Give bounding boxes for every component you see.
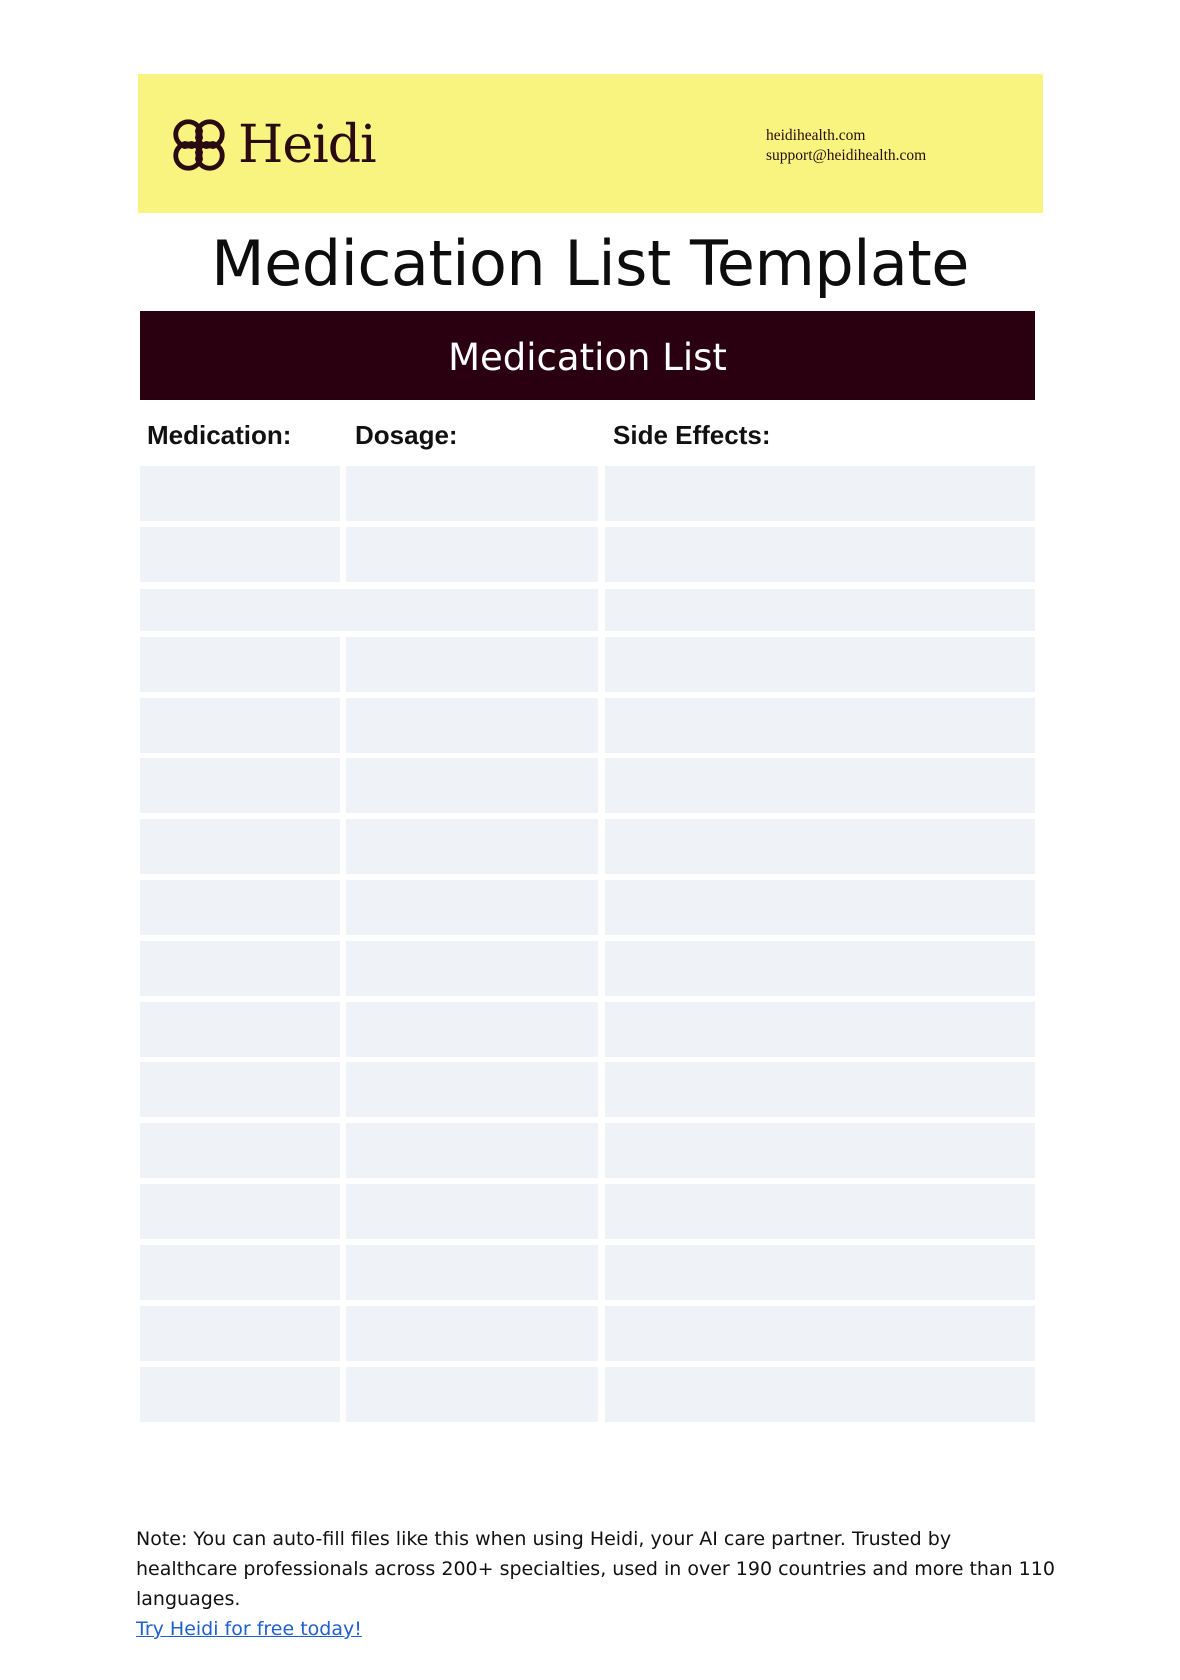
table-cell-dosage[interactable] <box>346 819 598 874</box>
table-cell-side-effects[interactable] <box>605 819 1035 874</box>
table-cell-medication[interactable] <box>140 1184 340 1239</box>
table-cell-side-effects[interactable] <box>605 1002 1035 1057</box>
table-cell-side-effects[interactable] <box>605 1123 1035 1178</box>
table-cell-dosage[interactable] <box>346 1184 598 1239</box>
column-header-side-effects: Side Effects: <box>613 420 771 450</box>
table-cell-side-effects[interactable] <box>605 880 1035 935</box>
table-cell-dosage[interactable] <box>346 466 598 521</box>
table-cell-side-effects[interactable] <box>605 466 1035 521</box>
footer-note <box>136 1524 1056 1644</box>
table-cell-dosage[interactable] <box>346 1062 598 1117</box>
heidi-logo-icon <box>168 114 230 176</box>
column-header-dosage: Dosage: <box>355 420 458 450</box>
table-cell-dosage[interactable] <box>346 527 598 582</box>
table-cell-side-effects[interactable] <box>605 527 1035 582</box>
table-cell-side-effects[interactable] <box>605 758 1035 813</box>
table-cell-medication[interactable] <box>140 819 340 874</box>
contact-info <box>766 126 926 166</box>
table-cell-dosage[interactable] <box>346 1367 598 1422</box>
table-cell-medication[interactable] <box>140 1123 340 1178</box>
table-cell-side-effects[interactable] <box>605 698 1035 753</box>
table-cell-side-effects[interactable] <box>605 1245 1035 1300</box>
note-text: Note: You can auto-fill files like this when using Heidi, your AI care partner. Trusted by healthcare professionals across 200+ specialties, used in over 190 countries and more than 110 languages. <box>136 1528 1055 1610</box>
table-cell-side-effects[interactable] <box>605 941 1035 996</box>
table-cell-dosage[interactable] <box>346 1306 598 1361</box>
column-header-medication: Medication: <box>147 420 292 450</box>
table-cell-medication[interactable] <box>140 1245 340 1300</box>
heidi-logo <box>168 114 376 176</box>
try-heidi-link[interactable]: Try Heidi for free today! <box>136 1618 362 1640</box>
table-cell-medication[interactable] <box>140 527 340 582</box>
table-cell-medication[interactable] <box>140 941 340 996</box>
table-cell-medication[interactable] <box>140 1062 340 1117</box>
table-cell-medication[interactable] <box>140 1002 340 1057</box>
table-cell-dosage[interactable] <box>346 698 598 753</box>
table-cell-medication[interactable] <box>140 1367 340 1422</box>
table-cell-dosage[interactable] <box>346 637 598 692</box>
table-cell-medication-dosage[interactable] <box>140 589 598 631</box>
document-title: Medication List Template <box>211 227 969 300</box>
table-cell-side-effects[interactable] <box>605 1306 1035 1361</box>
table-cell-medication[interactable] <box>140 880 340 935</box>
table-cell-medication[interactable] <box>140 466 340 521</box>
table-cell-side-effects[interactable] <box>605 1062 1035 1117</box>
table-cell-dosage[interactable] <box>346 880 598 935</box>
section-banner <box>140 311 1035 400</box>
website-text: heidihealth.com <box>766 127 866 144</box>
table-cell-medication[interactable] <box>140 698 340 753</box>
table-cell-side-effects[interactable] <box>605 1184 1035 1239</box>
table-cell-dosage[interactable] <box>346 1245 598 1300</box>
email-text: support@heidihealth.com <box>766 147 927 164</box>
table-cell-dosage[interactable] <box>346 941 598 996</box>
table-cell-side-effects[interactable] <box>605 637 1035 692</box>
table-cell-medication[interactable] <box>140 637 340 692</box>
logo-wordmark: Heidi <box>238 115 376 175</box>
section-title: Medication List <box>448 335 727 379</box>
header-banner <box>138 74 1043 213</box>
table-cell-dosage[interactable] <box>346 1123 598 1178</box>
table-cell-side-effects[interactable] <box>605 1367 1035 1422</box>
table-cell-side-effects[interactable] <box>605 589 1035 631</box>
table-cell-dosage[interactable] <box>346 1002 598 1057</box>
table-cell-dosage[interactable] <box>346 758 598 813</box>
table-cell-medication[interactable] <box>140 758 340 813</box>
table-cell-medication[interactable] <box>140 1306 340 1361</box>
